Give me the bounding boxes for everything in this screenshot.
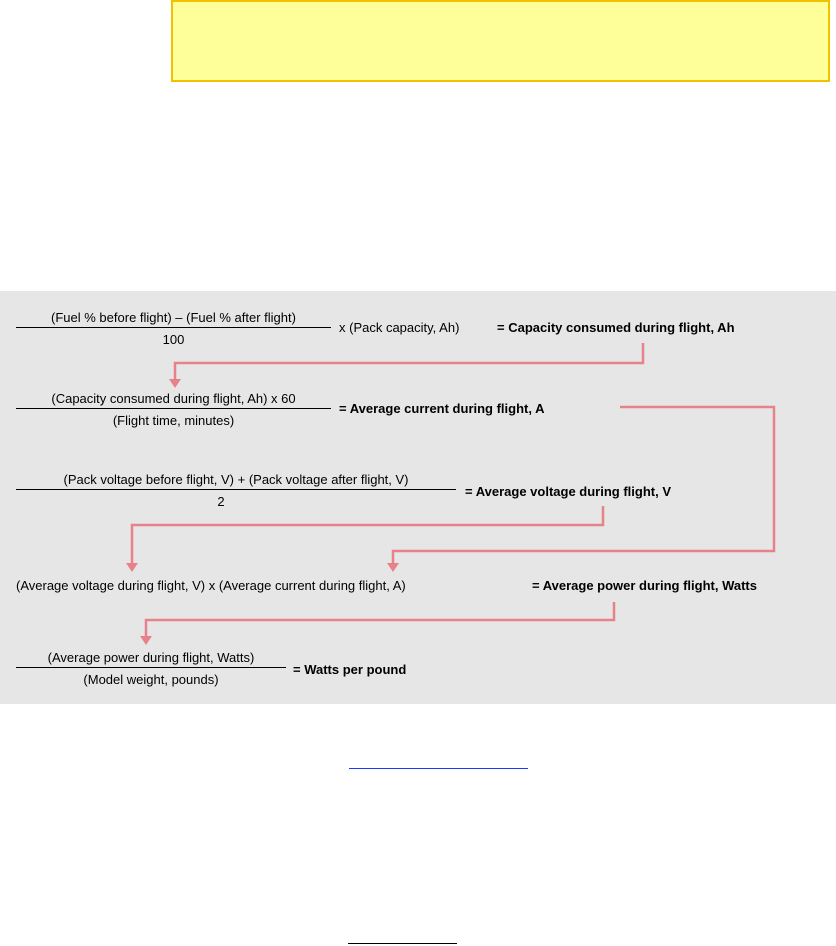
arrowhead-4 <box>140 636 152 645</box>
arrowhead-1 <box>169 379 181 388</box>
row2-denominator: (Flight time, minutes) <box>112 413 235 428</box>
arrowhead-3 <box>126 563 138 572</box>
row4-expression: (Average voltage during flight, V) x (Average current during flight, A) <box>16 578 406 593</box>
row3-result: = Average voltage during flight, V <box>465 484 671 499</box>
row1-numerator: (Fuel % before flight) – (Fuel % after flight) <box>51 310 296 325</box>
row5-fraction-bar <box>16 667 286 668</box>
row2-fraction-bar <box>16 408 331 409</box>
row3-fraction-bar <box>16 489 456 490</box>
highlight-note-box <box>171 0 830 82</box>
formula-diagram-panel <box>0 291 836 704</box>
row4-result: = Average power during flight, Watts <box>532 578 757 593</box>
row3-denominator: 2 <box>217 494 225 509</box>
row3-numerator: (Pack voltage before flight, V) + (Pack voltage after flight, V) <box>63 472 409 487</box>
row2-numerator: (Capacity consumed during flight, Ah) x 60 <box>51 391 296 406</box>
arrow-voltage-to-power <box>132 506 603 563</box>
link-underline[interactable] <box>349 768 528 769</box>
row5-result: = Watts per pound <box>293 662 407 677</box>
row2-result: = Average current during flight, A <box>339 401 545 416</box>
row1-fraction-bar <box>16 327 331 328</box>
row1-result: = Capacity consumed during flight, Ah <box>497 320 735 335</box>
row1-multiplier: x (Pack capacity, Ah) <box>339 320 460 335</box>
arrowhead-2 <box>387 563 399 572</box>
arrow-power-to-wpp <box>146 602 614 636</box>
row5-denominator: (Model weight, pounds) <box>83 672 219 687</box>
row5-numerator: (Average power during flight, Watts) <box>47 650 255 665</box>
row1-denominator: 100 <box>162 332 185 347</box>
footer-rule <box>348 943 457 944</box>
arrow-capacity-to-current <box>175 343 643 379</box>
